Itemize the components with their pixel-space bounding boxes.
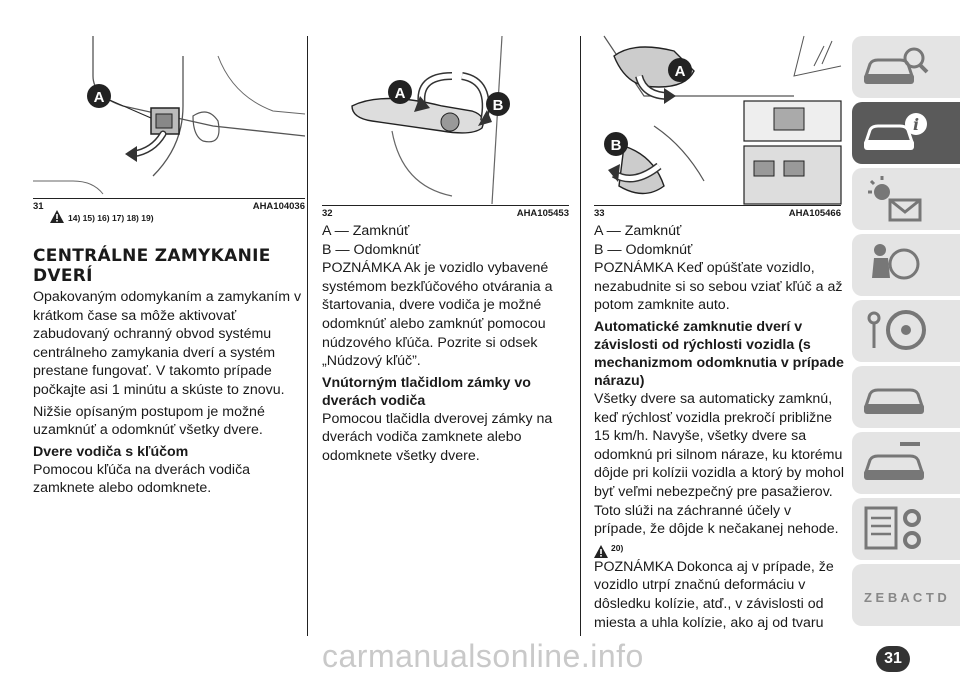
tab-warning-lights[interactable] [852,168,960,230]
subheading: Automatické zamknutie dverí v závislosti od rýchlosti vozidla (s mechanizmom odomknutia v prípade nárazu) [594,318,844,389]
figure-32-label-b: B [492,97,504,114]
figure-32-caption [322,205,569,219]
car-tools-icon [860,436,930,490]
svg-text:i: i [912,115,920,134]
column-divider [307,36,308,636]
paragraph: Opakovaným odomykaním a zamykaním v krátkom čase sa môže aktivovať zabudovaný ochranný obvod systému centrálneho zamykania dverí a systém prestane fungovať. V takomto prípade počkajte asi 1 minútu a skúste to znovu. [33,289,302,398]
tab-car-info[interactable] [852,102,960,164]
tab-data-settings[interactable] [852,498,960,560]
tab-steering-key[interactable] [852,300,960,362]
paragraph: Nižšie opísaným postupom je možné uzamknúť a odomknúť všetky dvere. [33,403,265,439]
column-1-text [33,288,307,501]
warning-refs: 14) 15) 16) 17) 18) 19) [68,213,154,223]
tab-index[interactable] [852,564,960,626]
warning-ref: 20) [611,543,624,554]
figure-number: 31 [33,201,44,212]
tab-car-tools[interactable] [852,432,960,494]
paragraph: Pomocou kľúča na dverách vodiča zamknete alebo odomknete. [33,461,251,497]
figure-code: AHA104036 [252,201,305,212]
subheading: Dvere vodiča s kľúčom [33,443,189,460]
paragraph: POZNÁMKA Keď opúšťate vozidlo, nezabudnite si so sebou vziať kľúč a až potom zamknite auto. [594,260,843,314]
legend-b: B — Odomknúť [322,241,421,258]
column-2-text [322,222,574,469]
watermark: carmanualsonline.info [322,638,644,674]
car-search-icon [860,40,930,94]
subheading: Vnútorným tlačidlom zámky vo dverách vodiča [322,374,531,409]
figure-code: AHA105466 [788,208,841,219]
warning-triangle-icon [594,545,608,558]
paragraph: POZNÁMKA Dokonca aj v prípade, že vozidlo utrpí značnú deformáciu v dôsledku kolízie, atď., v závislosti od miesta a uhla kolízie, ako aj od tvaru [594,558,834,631]
paragraph: POZNÁMKA Ak je vozidlo vybavené systémom bezkľúčového otvárania a štartovania, dvere vodiča je možné odomknúť alebo zamknúť pomocou núdzového kľúča. Pozrite si odsek „Núdzový kľúč”. [322,260,553,370]
section-heading: CENTRÁLNE ZAMYKANIE DVERÍ [33,246,271,286]
steering-key-icon [860,304,930,358]
figure-31-image [33,36,305,194]
tab-airbag[interactable] [852,234,960,296]
warning-refs-row [50,210,154,223]
airbag-icon [860,238,930,292]
paragraph: Pomocou tlačidla dverovej zámky na dverách vodiča zamknete alebo odomknete všetky dvere. [322,410,553,464]
warning-ref-row [594,539,844,558]
legend-b: B — Odomknúť [594,241,693,258]
data-settings-icon [860,502,930,556]
figure-number: 33 [594,208,605,219]
car-info-icon [860,106,930,160]
figure-33-label-b: B [610,137,622,154]
figure-33-label-a: A [674,63,686,80]
tab-car-search[interactable] [852,36,960,98]
figure-number: 32 [322,208,333,219]
index-letters-icon [860,568,947,626]
index-letters: Z E B A C T D [864,590,947,605]
legend-a: A — Zamknúť [594,223,682,239]
car-service-icon [860,370,930,424]
tab-car-service[interactable] [852,366,960,428]
column-3-text [594,222,844,635]
figure-33-caption [594,205,841,219]
figure-31-label-a: A [93,89,105,106]
warning-triangle-icon [50,210,64,223]
warning-lights-icon [860,172,930,226]
column-divider [580,36,581,636]
figure-33-image [594,36,841,204]
page-number: 31 [876,646,910,672]
legend-a: A — Zamknúť [322,223,410,239]
figure-32-label-a: A [394,85,406,102]
paragraph: Všetky dvere sa automaticky zamknú, keď rýchlosť vozidla prekročí približne 15 km/h. Navyše, všetky dvere sa odomknú pri silnom náraze, ku ktorému dôjde pri kolízii vozidla a ktorý by mohol byť veľmi nebezpečný pre pasažierov. Toto slúži na záchranné účely v prípade, že dôjde k nečakanej nehode. [594,390,844,538]
figure-32-image [322,36,569,204]
figure-code: AHA105453 [516,208,569,219]
